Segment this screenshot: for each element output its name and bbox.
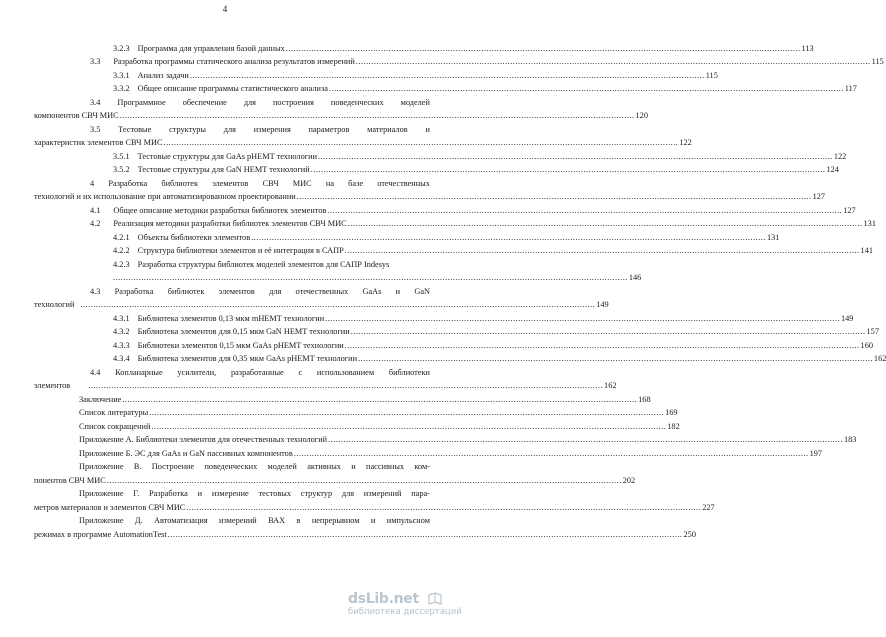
- toc-entry[interactable]: понентов СВЧ МИС ..... 202: [34, 475, 430, 487]
- watermark-logo: dsLib.net: [348, 591, 419, 607]
- toc-entry-first-line[interactable]: 4.3 Разработка библиотек элементов для отечественных GaAs и GaN: [90, 287, 430, 296]
- toc-entry[interactable]: 4.1 Общее описание методики разработки библиотек элементов ..... 127: [90, 205, 430, 217]
- toc-entry[interactable]: 4.2.1 Объекты библиотеки элементов ..... 131: [113, 232, 430, 244]
- toc-entry-first-line[interactable]: 4.4 Копланарные усилители, разработанные с использованием библиотеки: [90, 368, 430, 377]
- watermark: [348, 591, 462, 631]
- toc-entry-first-line[interactable]: Приложение Д. Автоматизация измерений ВАХ в непрерывном и импульсном: [79, 516, 430, 525]
- toc-entry[interactable]: технологий ..... 149: [34, 299, 430, 311]
- toc-entry-first-line[interactable]: 3.4 Программное обеспечение для построения поведенческих моделей: [90, 98, 430, 107]
- toc-entry[interactable]: компонентов СВЧ МИС ..... 120: [34, 110, 430, 122]
- toc-entry-first-line[interactable]: 4.2.3 Разработка структуры библиотек моделей элементов для САПР Indesys: [113, 260, 390, 269]
- toc-entry[interactable]: 3.3.2 Общее описание программы статистического анализа ..... 117: [113, 83, 430, 95]
- toc-entry[interactable]: элементов ..... 162: [34, 380, 430, 392]
- toc-entry[interactable]: 4.3.2 Библиотека элементов для 0,15 мкм GaN HEMT технологии ..... 157: [113, 326, 430, 338]
- toc-entry[interactable]: Приложение Б. ЭС для GaAs и GaN пассивных компонентов ..... 197: [79, 448, 430, 460]
- toc-entry[interactable]: 3.3.1 Анализ задачи ..... 115: [113, 70, 430, 82]
- toc-entry[interactable]: 3.2.3 Программа для управления базой данных ..... 113: [113, 43, 430, 55]
- toc-entry[interactable]: режимах в программе AutomationTest ..... 250: [34, 529, 430, 541]
- toc-entry[interactable]: 4.3.4 Библиотека элементов для 0,35 мкм GaAs pHEMT технологии ..... 162: [113, 353, 430, 365]
- toc-entry[interactable]: характеристик элементов СВЧ МИС ..... 122: [34, 137, 430, 149]
- toc-entry[interactable]: Заключение ..... 168: [79, 394, 430, 406]
- toc-entry[interactable]: Приложение А. Библиотеки элементов для отечественных технологий ..... 183: [79, 434, 430, 446]
- page-number: 4: [222, 4, 228, 14]
- toc-entry[interactable]: 3.3 Разработка программы статического анализа результатов измерений ..... 115: [90, 56, 430, 68]
- toc-entry[interactable]: 3.5.1 Тестовые структуры для GaAs pHEMT технологии ..... 122: [113, 151, 430, 163]
- toc-entry[interactable]: Список литературы ..... 169: [79, 407, 430, 419]
- toc-entry-first-line[interactable]: 3.5 Тестовые структуры для измерения параметров материалов и: [90, 125, 430, 134]
- toc-entry-first-line[interactable]: Приложение Г. Разработка и измерение тестовых структур для измерений пара-: [79, 489, 430, 498]
- toc-entry-first-line[interactable]: 4 Разработка библиотек элементов СВЧ МИС на базе отечественных: [90, 179, 430, 188]
- toc-entry-first-line[interactable]: Приложение В. Построение поведенческих моделей активных и пассивных ком-: [79, 462, 430, 471]
- toc-entry[interactable]: 4.3.1 Библиотека элементов 0,13 мкм mHEMT технологии ..... 149: [113, 313, 430, 325]
- toc-entry[interactable]: ..... 146: [113, 272, 430, 284]
- toc-entry[interactable]: метров материалов и элементов СВЧ МИС ..... 227: [34, 502, 430, 514]
- toc-entry[interactable]: 4.2.2 Структура библиотеки элементов и её интеграция в САПР ..... 141: [113, 245, 430, 257]
- toc-entry[interactable]: 3.5.2 Тестовые структуры для GaN HEMT технологий ..... 124: [113, 164, 430, 176]
- toc-entry[interactable]: технологий и их использование при автоматизированном проектировании ..... 127: [34, 191, 430, 203]
- watermark-subtitle: библиотека диссертаций: [348, 607, 462, 617]
- toc-entry[interactable]: Список сокращений ..... 182: [79, 421, 430, 433]
- toc-entry[interactable]: 4.2 Реализация методики разработки библиотек элементов СВЧ МИС ..... 131: [90, 218, 430, 230]
- toc-entry[interactable]: 4.3.3 Библиотеки элементов 0,15 мкм GaAs pHEMT технологии ..... 160: [113, 340, 430, 352]
- book-icon: [428, 592, 442, 606]
